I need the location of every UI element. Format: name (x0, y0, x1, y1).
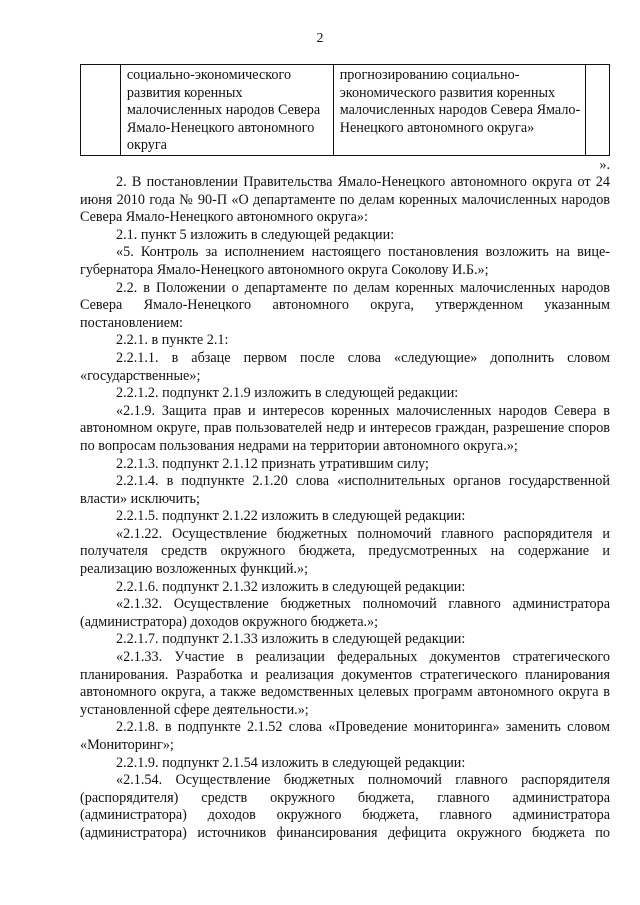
paragraph: 2.2.1.2. подпункт 2.1.9 изложить в следующей редакции: (116, 385, 459, 402)
document-body (80, 174, 610, 843)
paragraph: «5. Контроль за исполнением настоящего постановления возложить на вице-губернатора Ямало-Ненецкого автономного округа Соколову И.Б.»; (80, 244, 610, 278)
paragraph: 2.2.1.7. подпункт 2.1.33 изложить в следующей редакции: (116, 631, 466, 648)
paragraph: 2.2. в Положении о департаменте по делам коренных малочисленных народов Севера Ямало-Ненецкого автономного округа, утвержденном указанным постановлением: (80, 279, 610, 331)
page-number: 2 (316, 31, 324, 46)
table-cell-empty (585, 65, 610, 156)
paragraph: 2. В постановлении Правительства Ямало-Ненецкого автономного округа от 24 июня 2010 года № 90-П «О департаменте по делам коренных малочисленных народов Севера Ямало-Ненецкого автономного округа»: (80, 174, 610, 226)
paragraph: 2.2.1.4. в подпункте 2.1.20 слова «исполнительных органов государственной власти» исключить; (80, 473, 610, 507)
paragraph: 2.1. пункт 5 изложить в следующей редакции: (116, 226, 395, 243)
paragraph: «2.1.9. Защита прав и интересов коренных малочисленных народов Севера в автономном округе, прав пользователей недр и интересов граждан, разрешение споров по вопросам пользования недрами на территории автономного округа.»; (80, 402, 610, 454)
paragraph: 2.2.1.9. подпункт 2.1.54 изложить в следующей редакции: (116, 754, 466, 771)
closing-quote-mark: ». (599, 157, 610, 173)
table-cell: социально-экономического развития коренных малочисленных народов Севера Ямало-Ненецкого автономного округа (120, 65, 333, 156)
paragraph: 2.2.1.6. подпункт 2.1.32 изложить в следующей редакции: (116, 578, 466, 595)
paragraph: 2.2.1.5. подпункт 2.1.22 изложить в следующей редакции: (116, 508, 466, 525)
paragraph: «2.1.22. Осуществление бюджетных полномочий главного распорядителя и получателя средств окружного бюджета, предусмотренных на содержание и реализацию возложенных функций.»; (80, 525, 610, 578)
paragraph: 2.2.1.8. в подпункте 2.1.52 слова «Проведение мониторинга» заменить словом «Мониторинг»; (80, 719, 610, 753)
paragraph: «2.1.32. Осуществление бюджетных полномочий главного администратора (администратора) доходов окружного бюджета.»; (80, 596, 610, 630)
table-cell-empty (81, 65, 121, 156)
table-row (81, 65, 610, 156)
paragraph: 2.2.1.3. подпункт 2.1.12 признать утратившим силу; (116, 455, 429, 472)
paragraph: «2.1.33. Участие в реализации федеральных документов стратегического планирования. Разработка и реализация документов стратегического планирования автономного округа, а также ведомственных целевых программ автономного округа в установленной сфере деятельности.»; (80, 649, 610, 718)
paragraph: 2.2.1. в пункте 2.1: (116, 332, 229, 349)
paragraph: 2.2.1.1. в абзаце первом после слова «следующие» дополнить словом «государственные»; (80, 349, 610, 384)
paragraph: «2.1.54. Осуществление бюджетных полномочий главного распорядителя (распорядителя) средств окружного бюджета, главного администратора (администратора) доходов окружного бюджета, главного администратора (администратора) источников финансирования дефицита окружного бюджета по (80, 772, 610, 841)
table-cell: прогнозированию социально-экономического развития коренных малочисленных народов Севера Ямало-Ненецкого автономного округа» (333, 65, 585, 156)
continuation-table (80, 64, 610, 156)
